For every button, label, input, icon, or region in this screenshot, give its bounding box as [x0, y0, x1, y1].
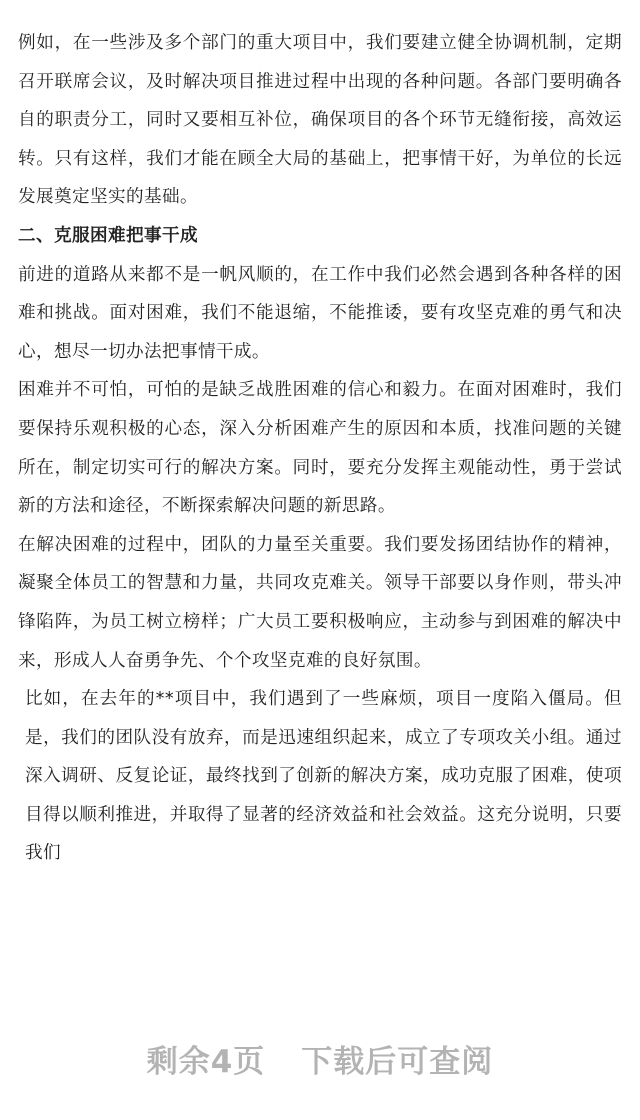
paragraph-example: 比如，在去年的**项目中，我们遇到了一些麻烦，项目一度陷入僵局。但是，我们的团队没有放弃，而是迅速组织起来，成立了专项攻关小组。通过深入调研、反复论证，最终找到了创新的解决方案，成功克服了困难，使项目得以顺利推进，并取得了显著的经济效益和社会效益。这充分说明，只要我们 — [25, 689, 622, 864]
paragraph-confidence: 困难并不可怕，可怕的是缺乏战胜困难的信心和毅力。在面对困难时，我们要保持乐观积极的心态，深入分析困难产生的原因和本质，找准问题的关键所在，制定切实可行的解决方案。同时，要充分发挥主观能动性，勇于尝试新的方法和途径，不断探索解决问题的新思路。 — [18, 380, 622, 517]
download-banner[interactable] — [0, 1032, 640, 1092]
section-heading: 二、克服困难把事干成 — [18, 225, 198, 246]
paragraph-coordination: 例如，在一些涉及多个部门的重大项目中，我们要建立健全协调机制，定期召开联席会议，及时解决项目推进过程中出现的各种问题。各部门要明确各自的职责分工，同时又要相互补位，确保项目的各个环节无缝衔接，高效运转。只有这样，我们才能在顾全大局的基础上，把事情干好，为单位的长远发展奠定坚实的基础。 — [18, 33, 622, 208]
paragraph-overcome-difficulties: 前进的道路从来都不是一帆风顺的，在工作中我们必然会遇到各种各样的困难和挑战。面对困难，我们不能退缩，不能推诿，要有攻坚克难的勇气和决心，想尽一切办法把事情干成。 — [18, 264, 622, 362]
remaining-pages-label: 剩余4页 — [146, 1044, 266, 1080]
download-to-read-label: 下载后可查阅 — [301, 1044, 494, 1080]
paragraph-teamwork: 在解决困难的过程中，团队的力量至关重要。我们要发扬团结协作的精神，凝聚全体员工的智慧和力量，共同攻克难关。领导干部要以身作则，带头冲锋陷阵，为员工树立榜样；广大员工要积极响应，主动参与到困难的解决中来，形成人人奋勇争先、个个攻坚克难的良好氛围。 — [18, 534, 622, 671]
